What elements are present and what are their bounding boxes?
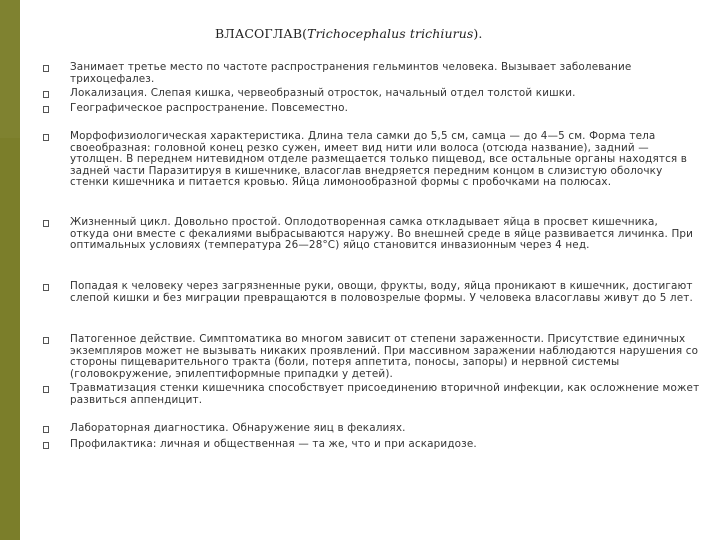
list-item-text: Занимает третье место по частоте распространения гельминтов человека. Вызывает заболевание трихоцефалез. <box>70 61 632 85</box>
bullet-icon <box>43 284 49 291</box>
bullet-icon <box>43 91 49 98</box>
list-item-text: Морфофизиологическая характеристика. Длина тела самки до 5,5 см, самца — до 4—5 см. Форма тела своеобразная: головной конец резко сужен, имеет вид нити или волоса (отсюда название), задний — утолщен. В переднем нитевидном отделе размещается только пищевод, все остальные органы находятся в задней части Паразитируя в кишечнике, власоглав внедряется передним концом в слизистую оболочку стенки кишечника и питается кровью. Яйца лимонообразной формы с пробочками на полюсах. <box>70 130 688 188</box>
bullet-icon <box>43 442 49 449</box>
list-item-text: Лабораторная диагностика. Обнаружение яиц в фекалиях. <box>70 422 406 434</box>
list-item-text: Локализация. Слепая кишка, червеобразный отросток, начальный отдел толстой кишки. <box>70 87 576 99</box>
bullet-icon <box>43 386 49 393</box>
list-item-text: Травматизация стенки кишечника способствует присоединению вторичной инфекции, как осложнение может развиться аппендицит. <box>70 382 700 406</box>
bullet-icon <box>43 106 49 113</box>
bullet-icon <box>43 134 49 141</box>
bullet-icon <box>43 337 49 344</box>
list-item-text: Жизненный цикл. Довольно простой. Оплодотворенная самка откладывает яйца в просвет кишечника, откуда они вместе с фекалиями выбрасываются наружу. Во внешней среде в яйце развивается личинка. При оптимальных условиях (температура 26—28°С) яйцо становится инвазионным через 4 нед. <box>70 216 694 251</box>
list-item-text: Патогенное действие. Симптоматика во многом зависит от степени зараженности. Присутствие единичных экземпляров может не вызывать никаких проявлений. При массивном заражении наблюдаются нарушения со стороны пищеварительного тракта (боли, потеря аппетита, поносы, запоры) и нервной системы (головокружение, эпилептиформные припадки у детей). <box>70 333 699 380</box>
list-item-text: Географическое распространение. Повсеместно. <box>70 102 349 114</box>
bullet-icon <box>43 426 49 433</box>
title-end: ). <box>473 26 483 41</box>
title-latin: Trichocephalus trichiurus <box>307 26 474 41</box>
bullet-icon <box>43 220 49 227</box>
list-item-text: Попадая к человеку через загрязненные руки, овощи, фрукты, воду, яйца проникают в кишечник, достигают слепой кишки и без миграции превращаются в половозрелые формы. У человека власоглавы живут до 5 лет. <box>70 280 693 304</box>
bullet-icon <box>43 65 49 72</box>
title-main: ВЛАСОГЛАВ( <box>215 26 308 41</box>
list-item-text: Профилактика: личная и общественная — та же, что и при аскаридозе. <box>70 438 477 450</box>
